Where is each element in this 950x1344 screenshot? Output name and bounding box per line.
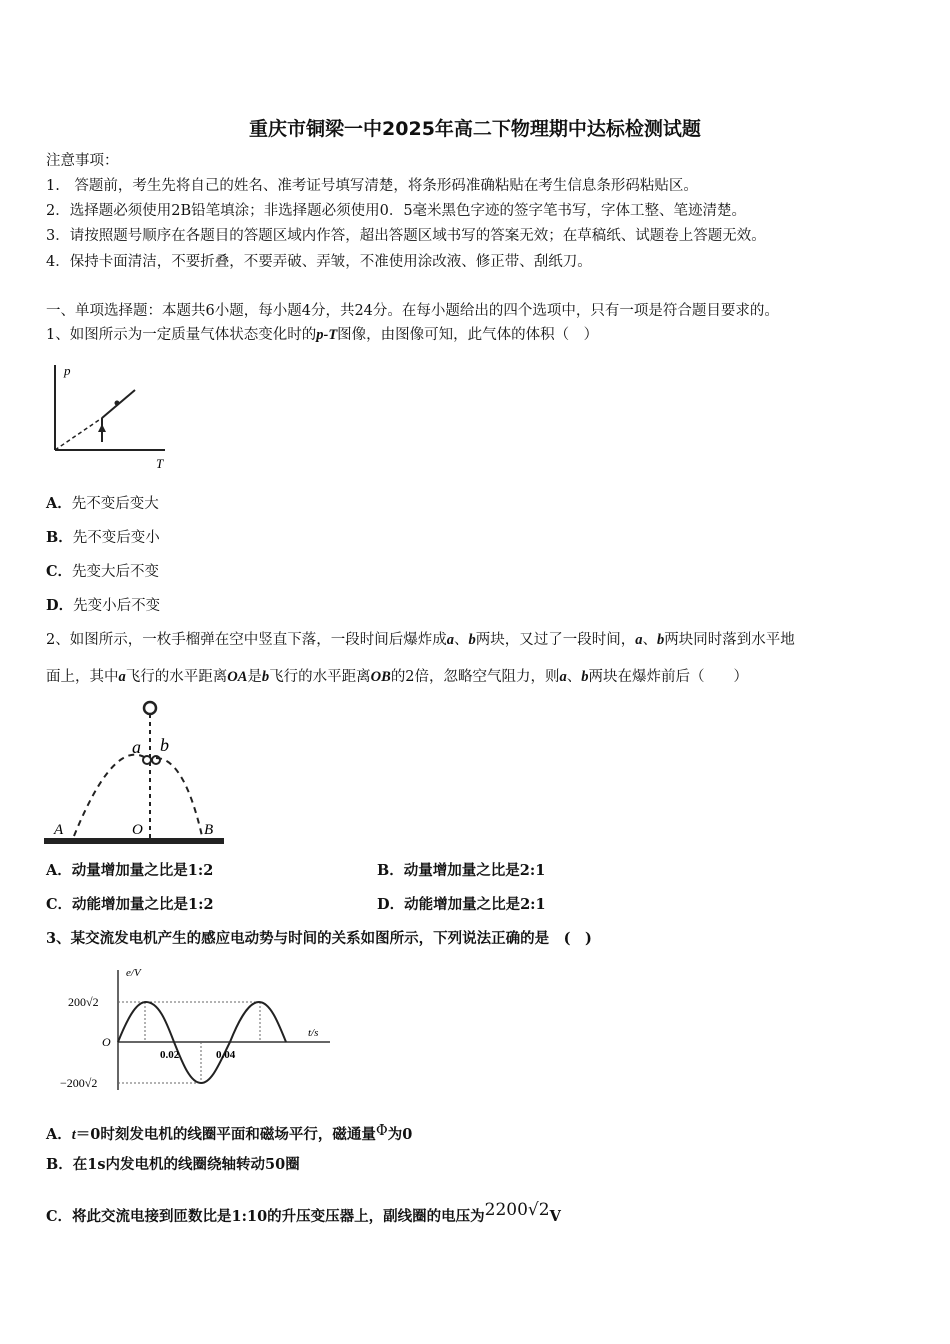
unit: V [549,1208,561,1225]
t: 飞行的水平距离 [125,669,228,685]
text: 图像，由图像可知，此气体的体积（ ） [337,327,599,343]
question-3-stem: 3、某交流发电机产生的感应电动势与时间的关系如图所示，下列说法正确的是 ( ) [46,930,592,947]
grenade-figure [44,698,229,850]
text: 动量增加量之比是2:1 [403,862,546,879]
t: 两块，又过了一段时间， [475,632,636,648]
option-b [377,861,545,881]
voltage-value: 2200√2 [484,1200,550,1220]
t: 两块同时落到水平地 [664,632,795,648]
key: D． [46,597,74,614]
option-a [46,494,159,514]
text: 先变大后不变 [72,564,160,580]
key: A． [46,1126,72,1143]
text: ＝0时刻发电机的线圈平面和磁场平行，磁通量 [75,1126,376,1143]
v: b [468,632,476,648]
text: 动量增加量之比是1:2 [71,862,214,879]
option-d [46,596,160,616]
tick-t2: 0.04 [216,1049,236,1061]
phi-symbol: Φ [375,1123,388,1139]
label-a: a [132,737,141,757]
axis-label-e: e/V [126,967,141,979]
text: 为0 [387,1126,413,1143]
note-item: 3．请按照题号顺序在各题目的答题区域内作答，超出答题区域书写的答案无效；在草稿纸、试题卷上答题无效。 [46,228,766,244]
notes-heading: 注意事项： [46,153,119,169]
key: C． [46,1208,73,1225]
v: OA [227,669,248,685]
text: 动能增加量之比是1:2 [72,896,214,913]
option-b [46,1155,300,1175]
emf-graph-figure [60,962,340,1092]
axis-label-p: p [64,363,71,378]
key: B． [377,862,404,879]
option-d [377,895,546,915]
text: 先变小后不变 [73,598,161,614]
tick-ymax: 200√2 [68,995,99,1009]
question-2-line1 [46,630,795,650]
key: D． [377,896,405,913]
tick-t1: 0.02 [160,1049,180,1061]
v: a [446,632,454,648]
t: 两块在爆炸前后（ ） [588,669,749,685]
text: 在1s内发电机的线圈绕轴转动50圈 [72,1156,300,1173]
v: a [559,669,567,685]
v: a [118,669,126,685]
label-b: b [160,735,169,755]
note-item: 2．选择题必须使用2B铅笔填涂；非选择题必须使用0．5毫米黑色字迹的签字笔书写，字体工整、笔迹清楚。 [46,203,747,219]
t: 飞行的水平距离 [269,669,371,685]
option-c [46,562,159,582]
axis-label-t: T [156,456,164,471]
var: p-T [316,327,338,343]
v: b [656,632,665,648]
v: b [261,669,270,685]
v: b [581,669,589,685]
key: C． [46,563,73,580]
key: A． [46,862,72,879]
text: 1、如图所示为一定质量气体状态变化时的 [46,327,317,343]
t: 面上，其中 [46,669,119,685]
axis-label-t: t/s [308,1027,319,1039]
t: 、 [453,632,469,648]
key: B． [46,1156,73,1173]
t: 、 [642,632,657,648]
t: 2、如图所示，一枚手榴弹在空中竖直下落，一段时间后爆炸成 [46,632,447,648]
question-1-stem [46,325,598,345]
text: 先不变后变大 [71,496,159,512]
var: t [71,1127,76,1143]
option-a [46,861,213,881]
origin-label: O [102,1035,111,1049]
label-B: B [204,822,214,838]
key: C． [46,896,73,913]
key: A． [46,495,72,512]
t: 是 [247,669,262,685]
section-heading: 一、单项选择题：本题共6小题，每小题4分，共24分。在每小题给出的四个选项中，只有一项是符合题目要求的。 [46,303,779,319]
t: 、 [566,669,582,685]
option-c [46,1200,561,1227]
note-item: 4．保持卡面清洁，不要折叠，不要弄破、弄皱，不准使用涂改液、修正带、刮纸刀。 [46,254,592,270]
note-item: 1. 答题前，考生先将自己的姓名、准考证号填写清楚，将条形码准确粘贴在考生信息条形码粘贴区。 [46,178,698,194]
v: OB [370,669,391,685]
tick-ymin: −200√2 [60,1076,98,1090]
text: 先不变后变小 [72,530,160,546]
text: 动能增加量之比是2:1 [404,896,546,913]
option-c [46,895,214,915]
label-A: A [54,822,64,838]
text: 将此交流电接到匝数比是1:10的升压变压器上，副线圈的电压为 [72,1208,485,1225]
question-2-line2 [46,667,748,687]
v: a [635,632,643,648]
t: 的2倍，忽略空气阻力，则 [390,669,560,685]
option-a [46,1121,412,1145]
pt-graph-figure [40,360,180,475]
option-b [46,528,160,548]
page-title: 重庆市铜梁一中2025年高二下物理期中达标检测试题 [249,118,701,140]
key: B． [46,529,73,546]
label-O: O [132,822,143,838]
